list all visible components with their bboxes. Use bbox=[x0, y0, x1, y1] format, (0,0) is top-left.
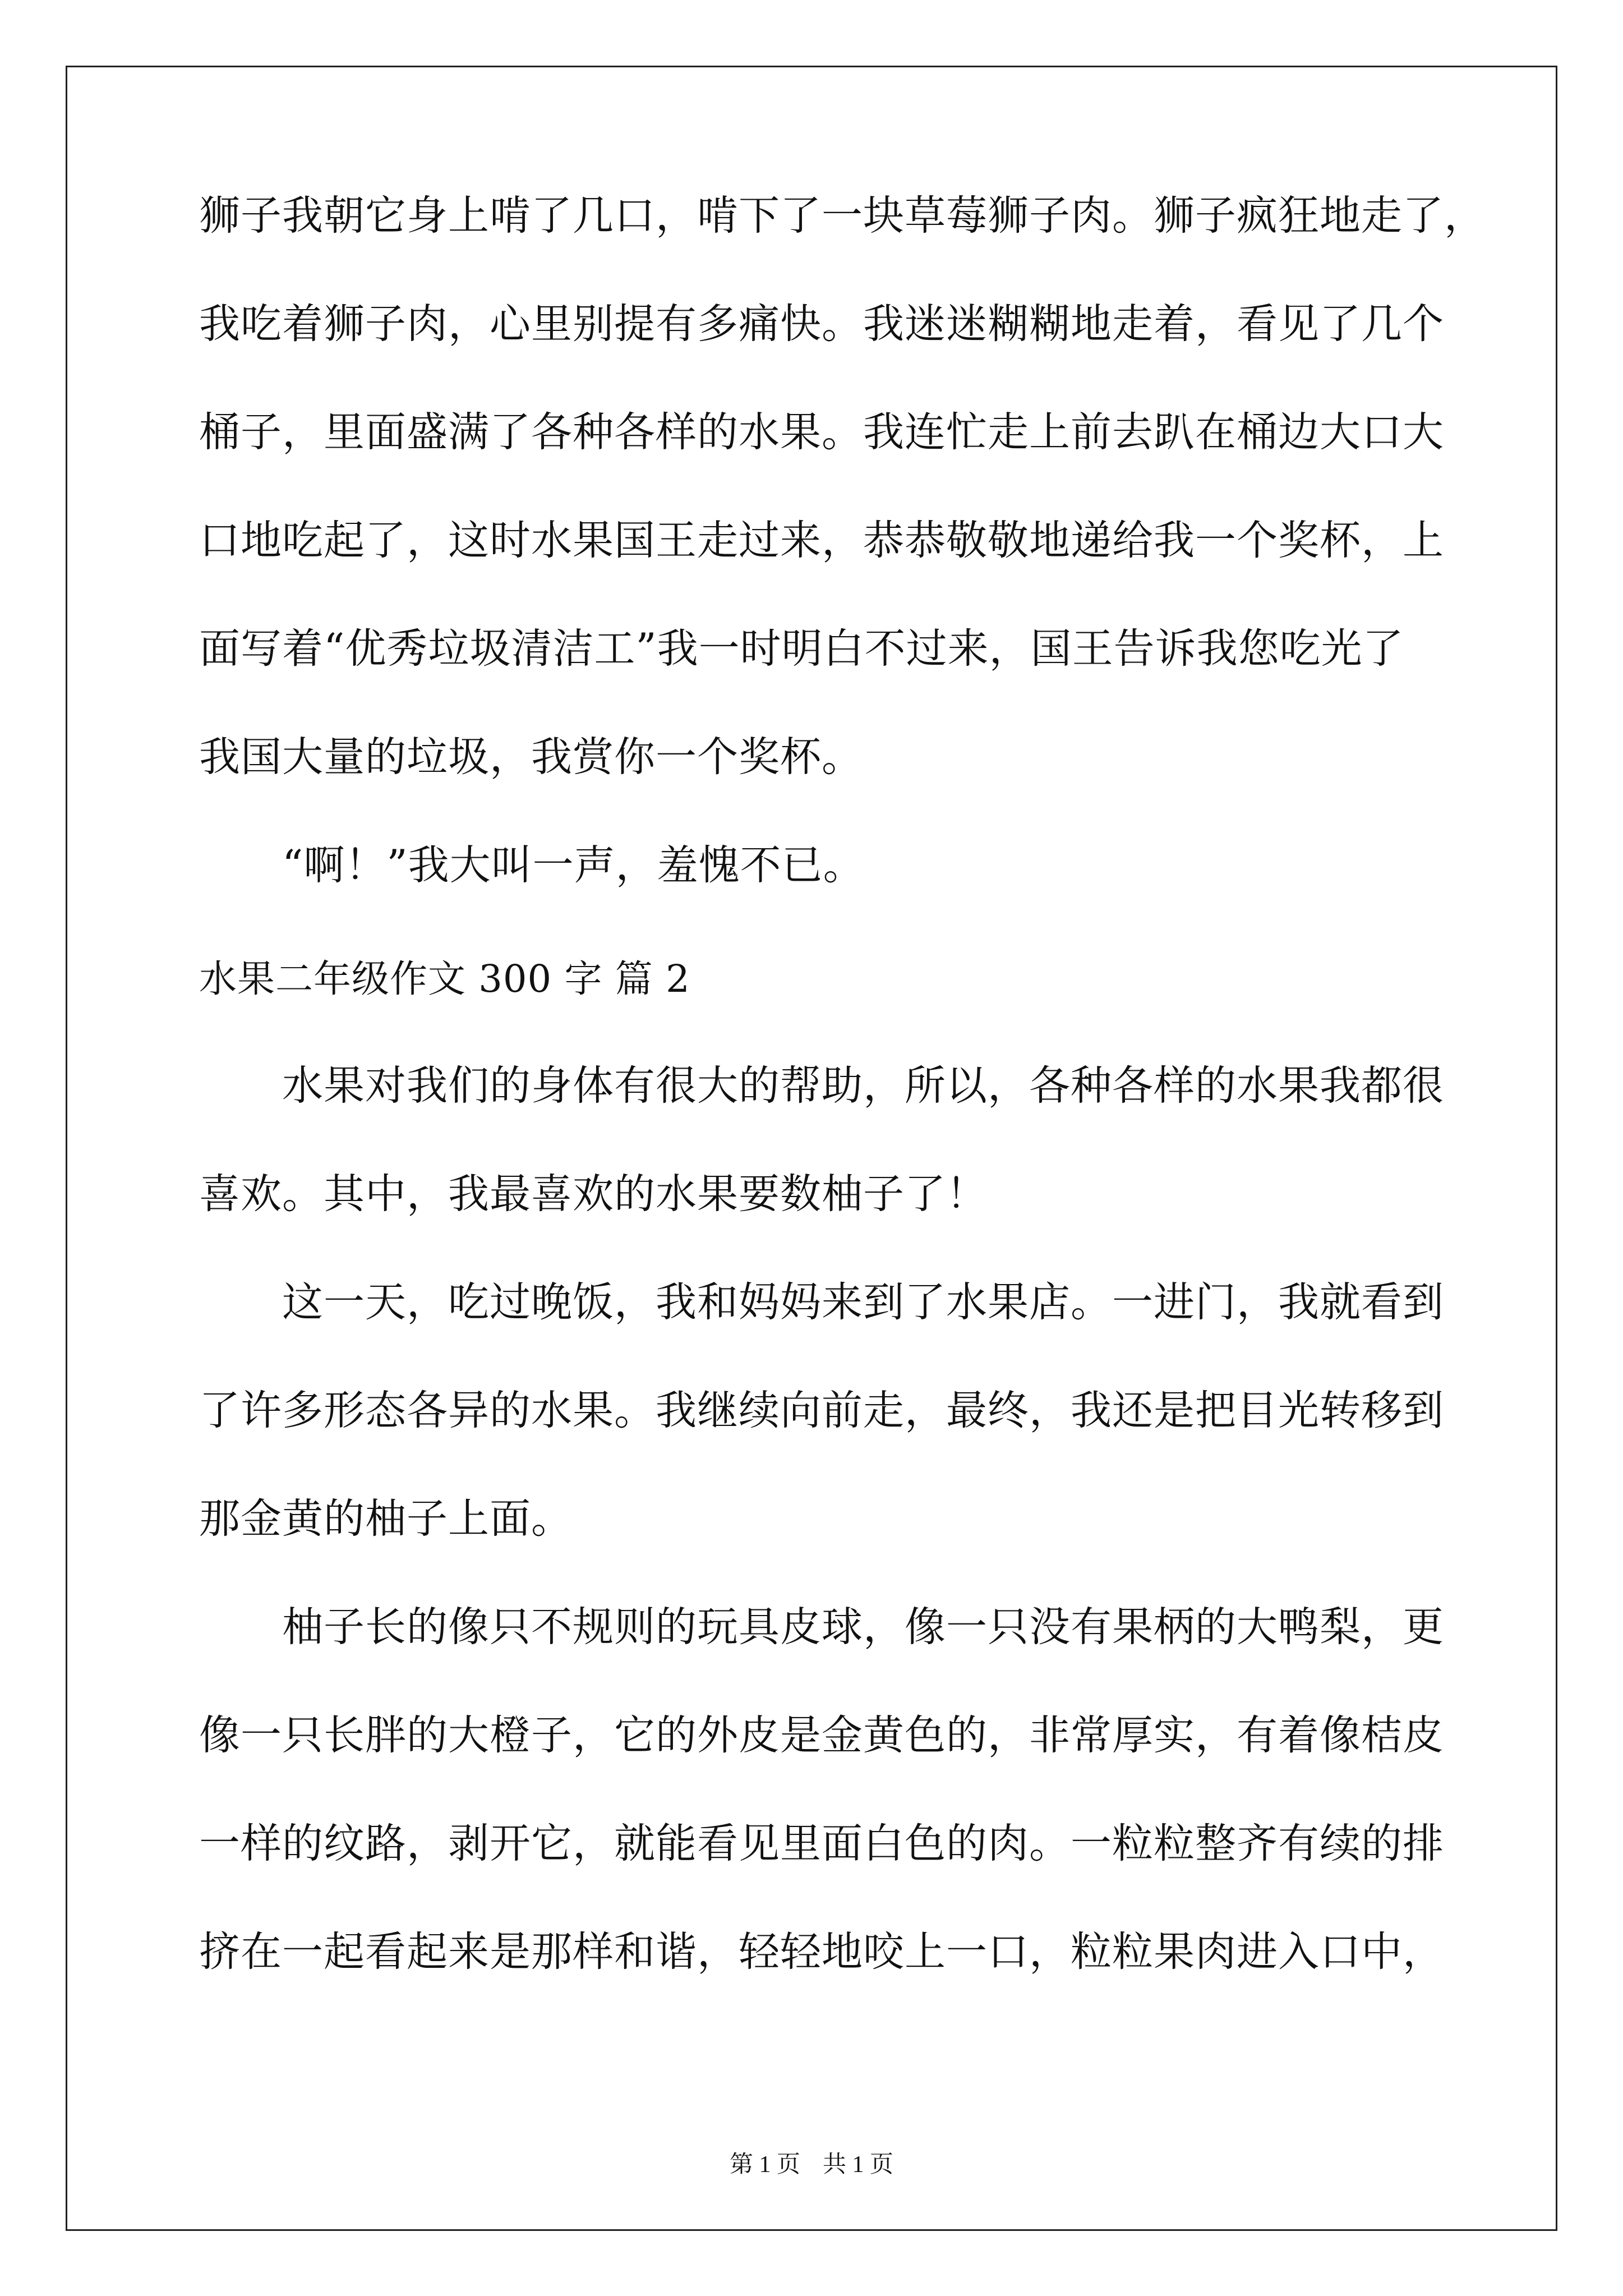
section-heading: 水果二年级作文 300 字 篇 2 bbox=[199, 957, 690, 1001]
page-footer bbox=[0, 2151, 1623, 2179]
text-line: 口地吃起了，这时水果国王走过来，恭恭敬敬地递给我一个奖杯，上 bbox=[199, 517, 1444, 564]
paragraph-line: 水果对我们的身体有很大的帮助，所以，各种各样的水果我都很 bbox=[282, 1062, 1444, 1110]
text-line: 面写着“优秀垃圾清洁工”我一时明白不过来，国王告诉我您吃光了 bbox=[199, 625, 1404, 673]
text-line: 挤在一起看起来是那样和谐，轻轻地咬上一口，粒粒果肉进入口中， bbox=[199, 1928, 1444, 1976]
paragraph-line: “啊！”我大叫一声，羞愧不已。 bbox=[282, 841, 865, 889]
text-line: 我吃着狮子肉，心里别提有多痛快。我迷迷糊糊地走着，看见了几个 bbox=[199, 300, 1444, 348]
paragraph-line: 这一天，吃过晚饭，我和妈妈来到了水果店。一进门，我就看到 bbox=[282, 1278, 1444, 1326]
page-total: 共 1 页 bbox=[823, 2152, 894, 2178]
text-line: 像一只长胖的大橙子，它的外皮是金黄色的，非常厚实，有着像桔皮 bbox=[199, 1711, 1444, 1759]
paragraph-line: 柚子长的像只不规则的玩具皮球，像一只没有果柄的大鸭梨，更 bbox=[282, 1603, 1444, 1651]
text-line: 一样的纹路，剥开它，就能看见里面白色的肉。一粒粒整齐有续的排 bbox=[199, 1820, 1444, 1867]
text-line: 狮子我朝它身上啃了几口，啃下了一块草莓狮子肉。狮子疯狂地走了， bbox=[199, 192, 1486, 240]
text-line: 我国大量的垃圾，我赏你一个奖杯。 bbox=[199, 733, 863, 781]
text-line: 桶子，里面盛满了各种各样的水果。我连忙走上前去趴在桶边大口大 bbox=[199, 408, 1444, 456]
text-line: 了许多形态各异的水果。我继续向前走，最终，我还是把目光转移到 bbox=[199, 1387, 1444, 1434]
document-body bbox=[199, 192, 1486, 2038]
text-line: 喜欢。其中，我最喜欢的水果要数柚子了！ bbox=[199, 1170, 988, 1218]
text-line: 那金黄的柚子上面。 bbox=[199, 1495, 573, 1543]
page-number: 第 1 页 bbox=[729, 2152, 800, 2178]
